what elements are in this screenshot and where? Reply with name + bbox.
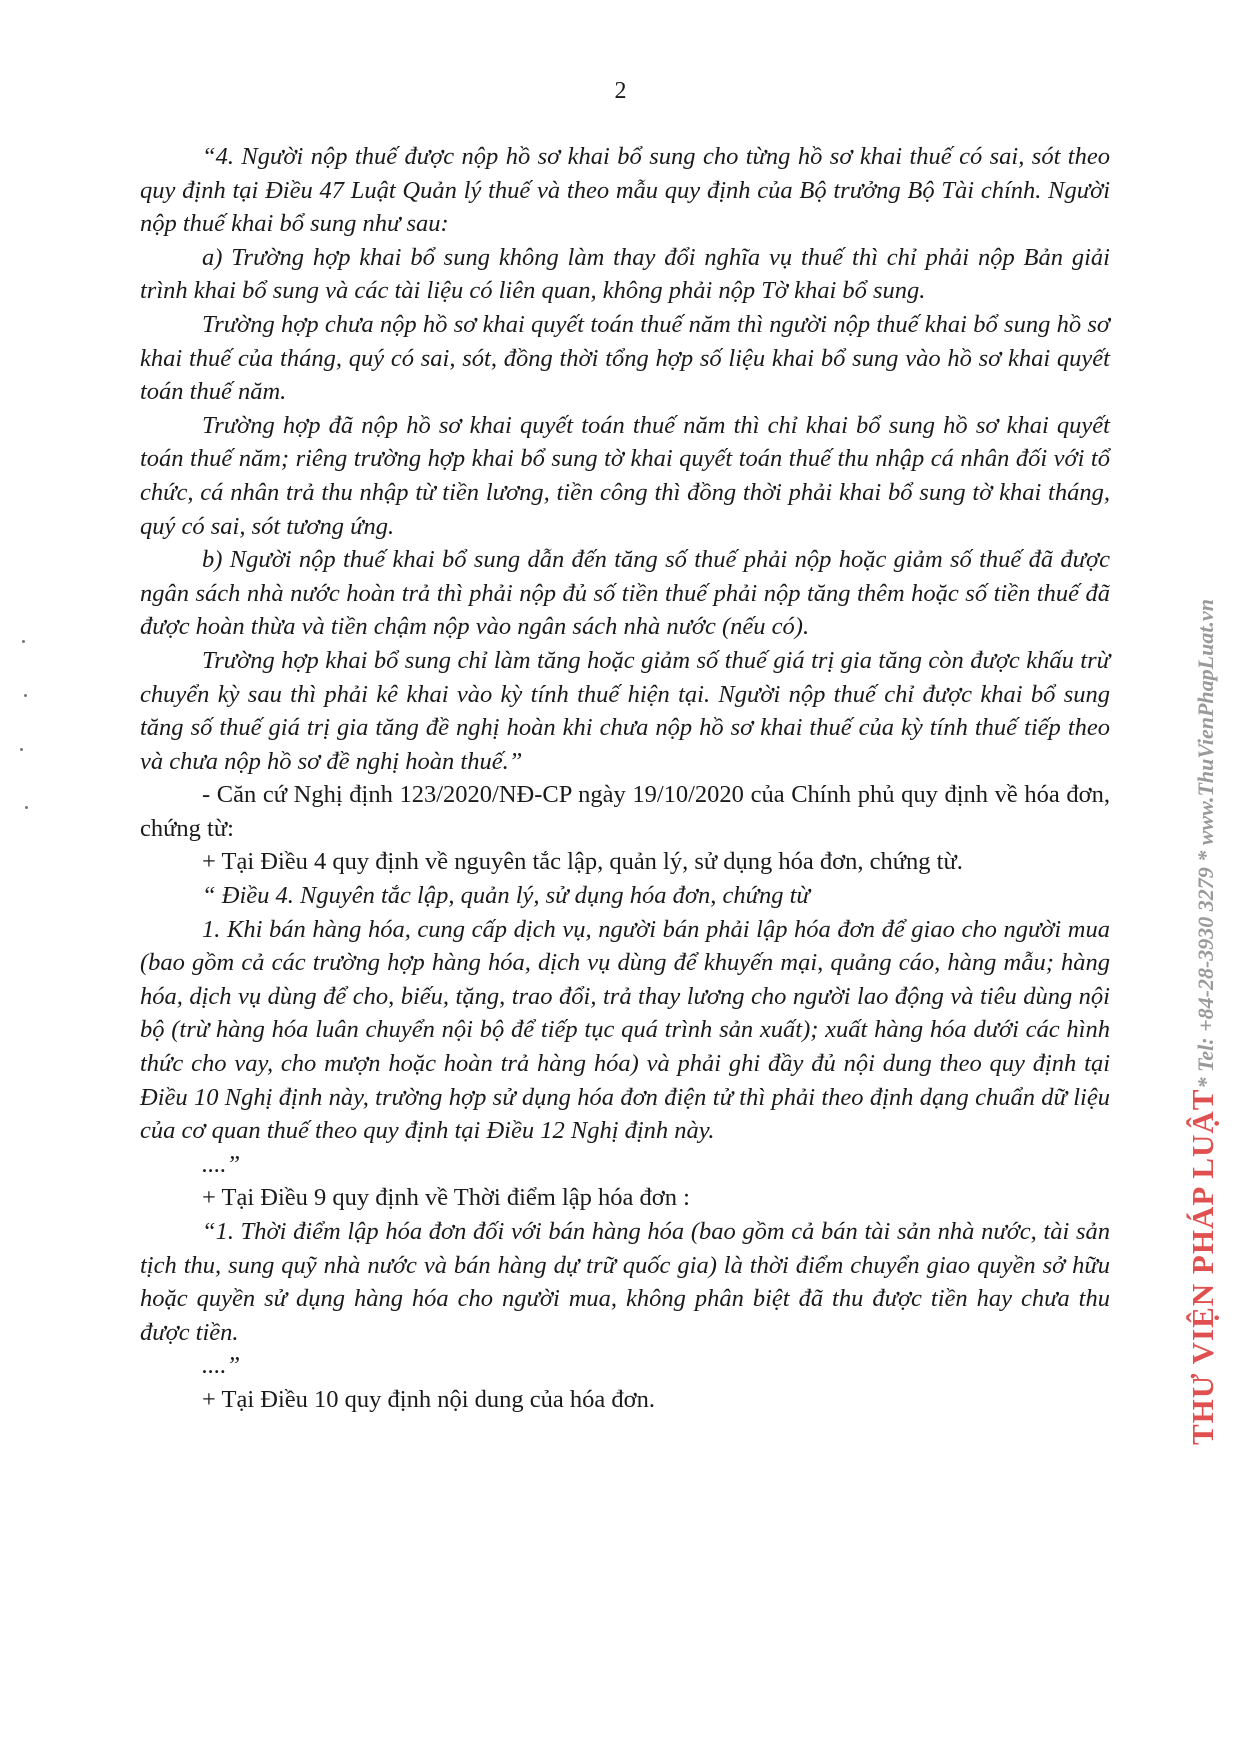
clause-4a: a) Trường hợp khai bổ sung không làm thay đổi nghĩa vụ thuế thì chỉ phải nộp Bản giải trình khai bổ sung và các tài liệu có liên quan, không phải nộp Tờ khai bổ sung. (140, 243, 1110, 305)
clause-4a-case-not-filed: Trường hợp chưa nộp hồ sơ khai quyết toán thuế năm thì người nộp thuế khai bổ sung hồ sơ khai thuế của tháng, quý có sai, sót, đồng thời tổng hợp số liệu khai bổ sung vào hồ sơ khai quyết toán thuế năm. (140, 310, 1110, 406)
quoted-clause-4: “4. Người nộp thuế được nộp hồ sơ khai bổ sung cho từng hồ sơ khai thuế có sai, sót theo quy định tại Điều 47 Luật Quản lý thuế và theo mẫu quy định của Bộ trưởng Bộ Tài chính. Người nộp thuế khai bổ sung như sau: (140, 143, 1110, 238)
article-9-reference: + Tại Điều 9 quy định về Thời điểm lập hóa đơn : (202, 1184, 690, 1212)
article-10-reference: + Tại Điều 10 quy định nội dung của hóa đơn. (202, 1385, 655, 1413)
clause-4b: b) Người nộp thuế khai bổ sung dẫn đến tăng số thuế phải nộp hoặc giảm số thuế đã được ngân sách nhà nước hoàn trả thì phải nộp đủ số tiền thuế phải nộp tăng thêm hoặc số tiền thuế đã được hoàn thừa và tiền chậm nộp vào ngân sách nhà nước (nếu có). (140, 546, 1110, 641)
article-4-clause-1: 1. Khi bán hàng hóa, cung cấp dịch vụ, người bán phải lập hóa đơn để giao cho người mua (bao gồm cả các trường hợp hàng hóa, dịch vụ dùng để khuyến mại, quảng cáo, hàng mẫu; hàng hóa, dịch vụ dùng để cho, biếu, tặng, trao đổi, trả thay lương cho người lao động và tiêu dùng nội bộ (trừ hàng hóa luân chuyển nội bộ để tiếp tục quá trình sản xuất); xuất hàng hóa dưới các hình thức cho vay, cho mượn hoặc hoàn trả hàng hóa) và phải ghi đầy đủ nội dung theo quy định tại Điều 10 Nghị định này, trường hợp sử dụng hóa đơn điện tử thì phải theo định dạng chuẩn dữ liệu của cơ quan thuế theo quy định tại Điều 12 Nghị định này. (140, 915, 1110, 1145)
article-4-reference: + Tại Điều 4 quy định về nguyên tắc lập, quản lý, sử dụng hóa đơn, chứng từ. (202, 848, 963, 876)
document-body (140, 140, 1110, 1417)
clause-4a-case-filed: Trường hợp đã nộp hồ sơ khai quyết toán thuế năm thì chỉ khai bổ sung hồ sơ khai quyết toán thuế năm; riêng trường hợp khai bổ sung tờ khai quyết toán thuế thu nhập cá nhân đối với tổ chức, cá nhân trả thu nhập từ tiền lương, tiền công thì đồng thời phải khai bổ sung tờ khai tháng, quý có sai, sót tương ứng. (140, 411, 1110, 540)
vertical-watermark (1185, 599, 1221, 1445)
article-4-heading: “ Điều 4. Nguyên tắc lập, quản lý, sử dụng hóa đơn, chứng từ (202, 882, 810, 910)
scan-speck (25, 806, 28, 809)
ellipsis-quote-end: ....” (202, 1150, 241, 1178)
scan-speck (22, 640, 25, 643)
legal-basis-decree: - Căn cứ Nghị định 123/2020/NĐ-CP ngày 19/10/2020 của Chính phủ quy định về hóa đơn, chứng từ: (140, 781, 1110, 842)
watermark-brand: THƯ VIỆN PHÁP LUẬT (1185, 1088, 1220, 1445)
scan-speck (20, 748, 23, 751)
ellipsis-quote-end-2: ....” (202, 1352, 241, 1380)
page-number: 2 (614, 78, 627, 104)
watermark-contact: * Tel: +84-28-3930 3279 * www.ThuVienPhapLuat.vn (1193, 599, 1218, 1089)
clause-4b-vat-case: Trường hợp khai bổ sung chỉ làm tăng hoặc giảm số thuế giá trị gia tăng còn được khấu trừ chuyển kỳ sau thì phải kê khai vào kỳ tính thuế hiện tại. Người nộp thuế chỉ được khai bổ sung tăng số thuế giá trị gia tăng đề nghị hoàn khi chưa nộp hồ sơ khai thuế của kỳ tính thuế tiếp theo và chưa nộp hồ sơ đề nghị hoàn thuế.” (140, 646, 1110, 775)
article-9-clause-1: “1. Thời điểm lập hóa đơn đối với bán hàng hóa (bao gồm cả bán tài sản nhà nước, tài sản tịch thu, sung quỹ nhà nước và bán hàng dự trữ quốc gia) là thời điểm chuyển giao quyền sở hữu hoặc quyền sử dụng hàng hóa cho người mua, không phân biệt đã thu được tiền hay chưa thu được tiền. (140, 1218, 1110, 1346)
scan-speck (24, 694, 27, 697)
